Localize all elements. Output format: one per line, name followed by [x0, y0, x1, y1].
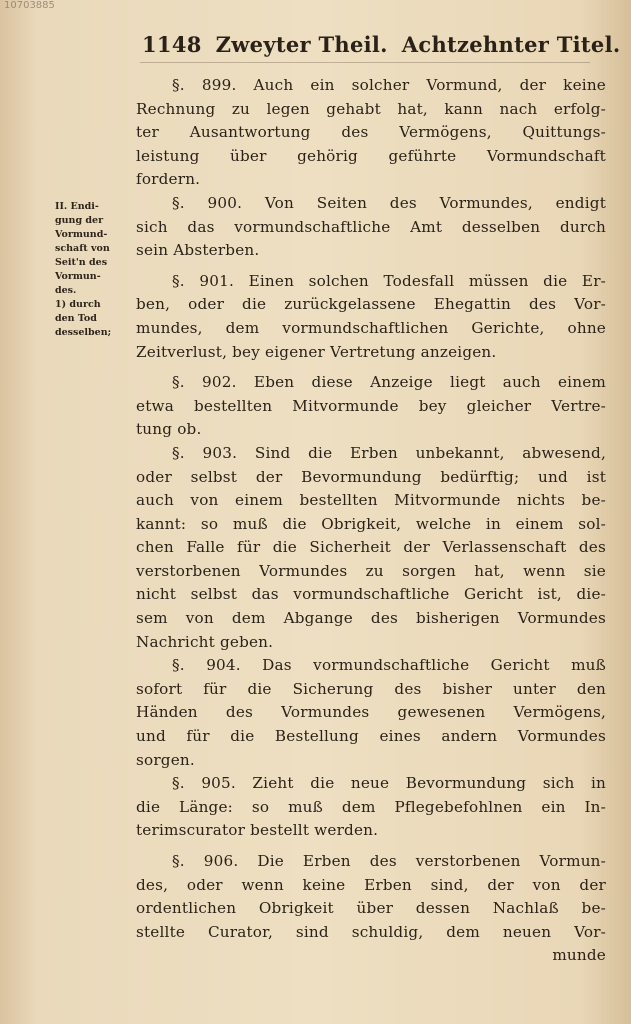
text-line: §. 906. Die Erben des verstorbenen Vormun-	[172, 852, 606, 870]
text-line: etwa bestellten Mitvormunde bey gleicher Vertre-	[136, 396, 606, 415]
text-line: chen Falle für die Sicherheit der Verlassenschaft des	[136, 538, 606, 557]
text-line: tung ob.	[136, 420, 202, 439]
header-part: Zweyter Theil.	[215, 32, 388, 57]
text-line: ben, oder die zurückgelassene Ehegattin des Vor-	[136, 295, 606, 314]
text-line: ter Ausantwortung des Vermögens, Quittungs-	[136, 123, 606, 142]
text-line: sofort für die Sicherung des bisher unter den	[136, 679, 606, 698]
text-line: ordentlichen Obrigkeit über dessen Nachlaß be-	[136, 899, 606, 918]
text-line: Rechnung zu legen gehabt hat, kann nach erfolg-	[136, 99, 606, 118]
text-line: fordern.	[136, 170, 201, 189]
text-line: Zeitverlust, bey eigener Vertretung anzeigen.	[136, 342, 497, 361]
catchword: munde	[552, 946, 606, 965]
margin-note-line: desselben;	[55, 327, 112, 338]
text-line: §. 902. Eben diese Anzeige liegt auch einem	[172, 373, 606, 392]
text-line: §. 903. Sind die Erben unbekannt, abwesend,	[172, 443, 606, 462]
text-line: nicht selbst das vormundschaftliche Gericht ist, die-	[136, 585, 606, 604]
running-header	[142, 32, 621, 57]
text-line: die Länge: so muß dem Pflegebefohlnen ein In-	[136, 797, 606, 816]
text-line: und für die Bestellung eines andern Vormundes	[136, 727, 606, 746]
margin-note-line: II. Endi-	[55, 201, 99, 212]
text-line: §. 900. Von Seiten des Vormundes, endigt	[172, 193, 606, 212]
page-number: 1148	[142, 32, 202, 57]
text-line: §. 901. Einen solchen Todesfall müssen die Er-	[172, 271, 606, 290]
margin-note-line: Seit'n des	[55, 257, 108, 268]
text-line: mundes, dem vormundschaftlichen Gerichte, ohne	[136, 318, 606, 337]
margin-note-line: Vormund-	[55, 229, 108, 240]
text-line: sorgen.	[136, 750, 195, 769]
margin-note-line: schaft von	[55, 243, 110, 254]
scan-id: 10703885	[4, 0, 55, 11]
text-line: oder selbst der Bevormundung bedürftig; und ist	[136, 467, 606, 486]
text-line: auch von einem bestellten Mitvormunde nichts be-	[136, 491, 606, 510]
margin-note-line: gung der	[55, 215, 104, 226]
text-line: sem von dem Abgange des bisherigen Vormundes	[136, 609, 606, 628]
header-title: Achtzehnter Titel.	[401, 32, 621, 57]
text-line: Händen des Vormundes gewesenen Vermögens,	[136, 703, 606, 722]
text-line: stellte Curator, sind schuldig, dem neuen Vor-	[136, 922, 606, 941]
margin-note-line: den Tod	[55, 313, 97, 324]
margin-note-line: des.	[55, 285, 77, 296]
text-line: leistung über gehörig geführte Vormundschaft	[136, 146, 606, 165]
text-line: sich das vormundschaftliche Amt desselben durch	[136, 217, 606, 236]
header-rule	[140, 62, 590, 63]
margin-note-line: 1) durch	[55, 299, 101, 310]
text-line: §. 899. Auch ein solcher Vormund, der keine	[172, 76, 606, 94]
text-line: §. 904. Das vormundschaftliche Gericht muß	[172, 656, 606, 675]
body-text	[136, 74, 606, 968]
text-line: kannt: so muß die Obrigkeit, welche in einem sol-	[136, 514, 606, 533]
margin-note	[55, 200, 135, 340]
text-line: §. 905. Zieht die neue Bevormundung sich in	[172, 774, 606, 793]
text-line: Nachricht geben.	[136, 632, 274, 651]
text-line: des, oder wenn keine Erben sind, der von der	[136, 875, 606, 894]
text-line: sein Absterben.	[136, 241, 260, 260]
text-line: terimscurator bestellt werden.	[136, 821, 379, 840]
margin-note-line: Vormun-	[55, 271, 101, 282]
text-line: verstorbenen Vormundes zu sorgen hat, wenn sie	[136, 561, 606, 580]
